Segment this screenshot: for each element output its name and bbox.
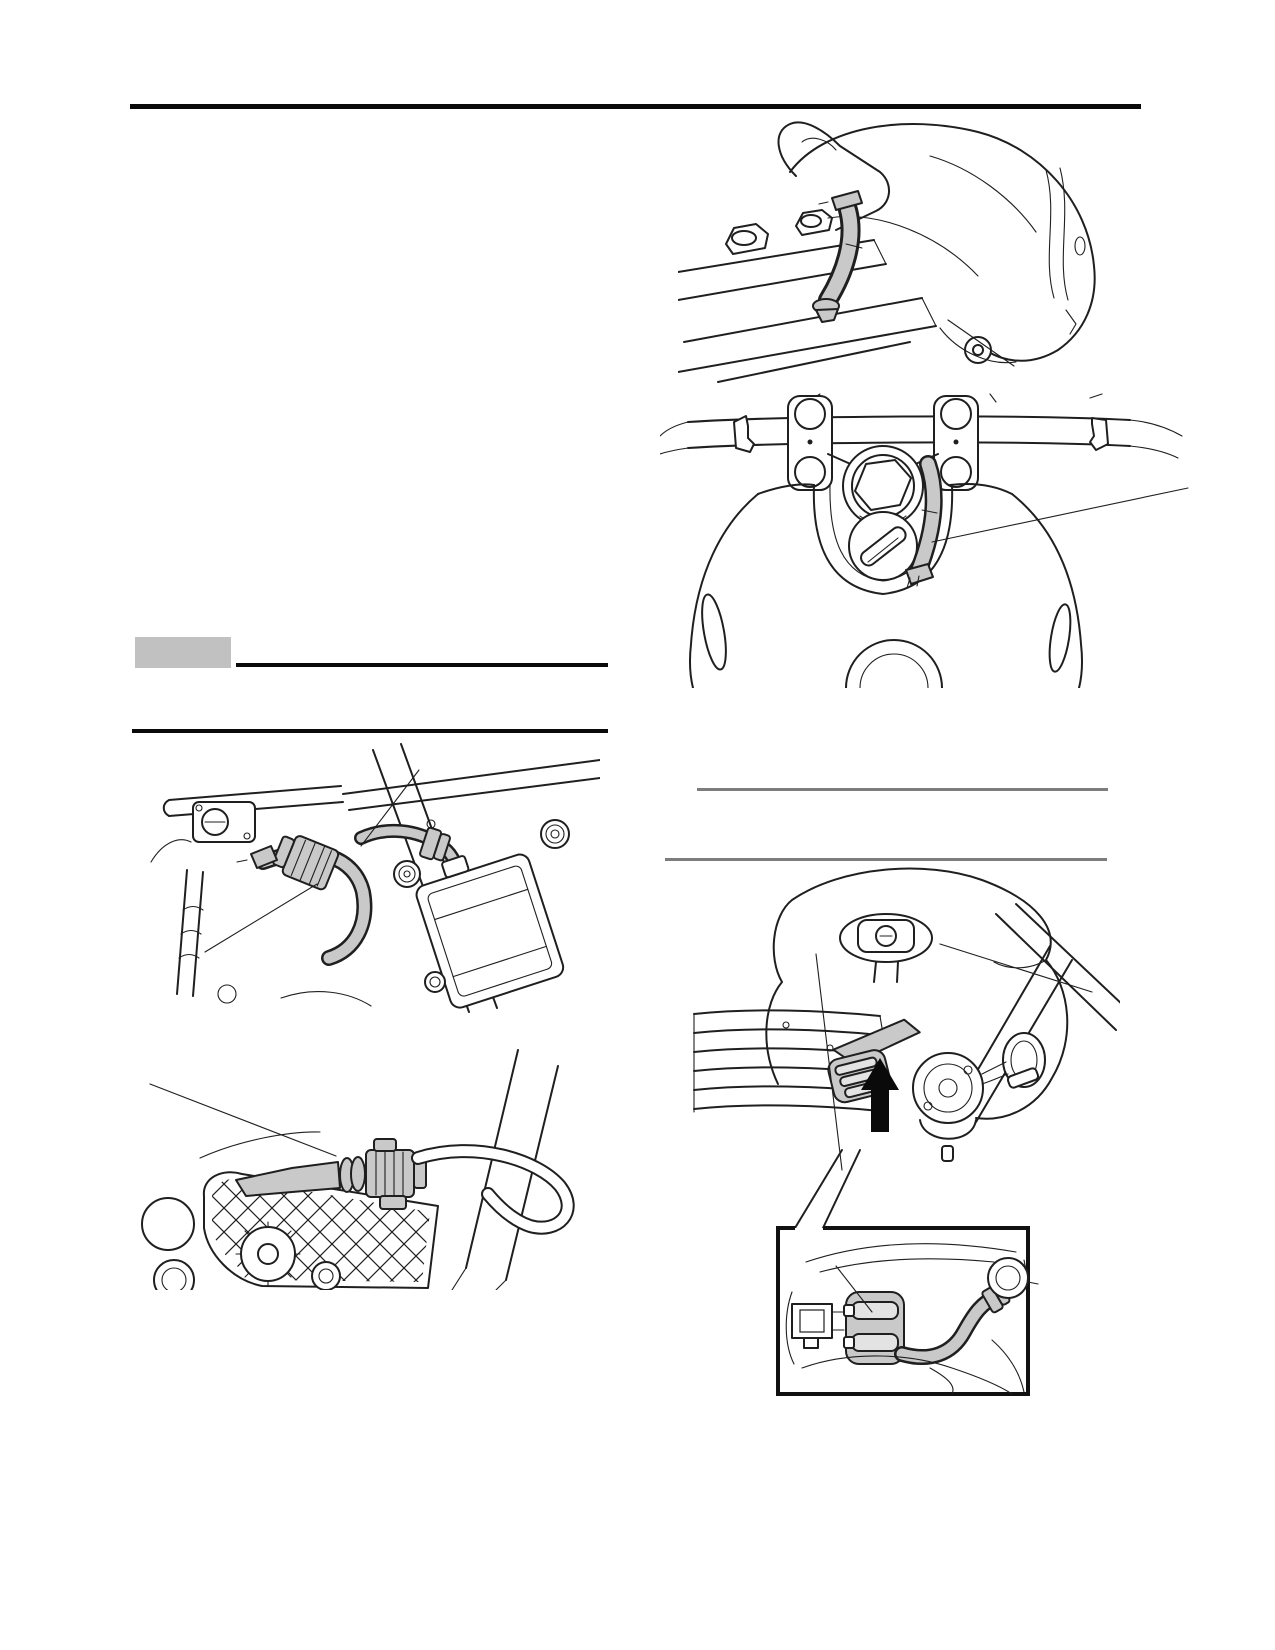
carburetor: [913, 1033, 1045, 1161]
hose-coupler: [270, 830, 340, 891]
page-top-rule: [130, 104, 1141, 109]
inset-carb-boss: [988, 1258, 1038, 1298]
rear-frame-rails: [678, 240, 936, 382]
note-label-rule: [236, 663, 608, 667]
frame-spar: [343, 760, 600, 810]
fuel-cap: [846, 640, 942, 688]
note-label-box: [135, 637, 231, 668]
right-column-rule-2: [665, 858, 1107, 861]
engine-bottom: [218, 985, 371, 1006]
figure-tank-rear-hose: [678, 114, 1108, 386]
fork-tube: [151, 840, 203, 996]
tank-mount-boss: [840, 914, 932, 982]
figure-sensor-close-up: [140, 1028, 605, 1290]
figure-carburetor-sensor-callout: [690, 862, 1120, 1402]
cable-guide-right: [1090, 418, 1108, 450]
engine-mount-bolts: [726, 210, 832, 254]
cable-guide-left: [734, 416, 754, 452]
hose-end-fitting: [813, 299, 839, 322]
inset-box: [778, 1228, 1038, 1394]
carburetor-shapes: [940, 320, 1016, 366]
callout-funnel: [795, 1150, 860, 1228]
left-column-section-rule: [132, 729, 608, 733]
figure-handlebar-tank-top: [660, 392, 1192, 688]
fuel-tank-rear: [790, 124, 1095, 361]
fuel-hose: [828, 210, 862, 300]
top-bracket: [164, 786, 343, 842]
handlebar: [660, 394, 1182, 458]
figure-engine-hose-routing: [135, 742, 600, 1014]
callout-leader-line: [932, 488, 1188, 542]
leader-line: [150, 1084, 336, 1158]
right-column-rule-1: [697, 788, 1108, 791]
hose-loop: [418, 1151, 568, 1228]
